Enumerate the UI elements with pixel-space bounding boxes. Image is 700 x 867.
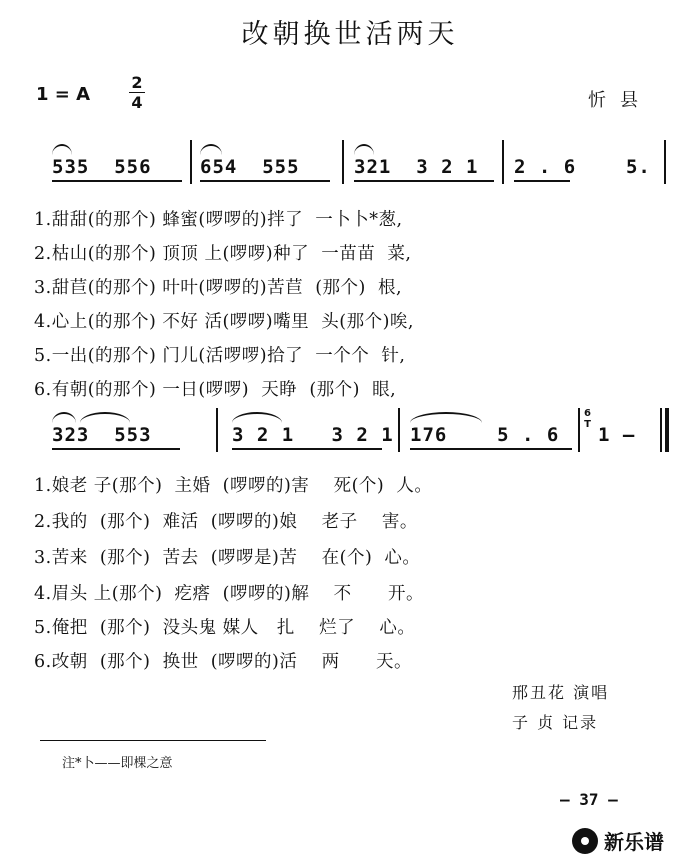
region-label: 忻县 xyxy=(588,90,652,111)
measure-3-notes: 321 3 2 1 xyxy=(354,156,479,178)
lyric-line: 3.苦来 (那个) 苦去 (啰啰是)苦 在(个) 心。 xyxy=(34,548,421,568)
beam-line xyxy=(354,180,494,182)
slur xyxy=(410,412,482,423)
time-change-top: 6 xyxy=(584,408,591,419)
beam-line xyxy=(200,180,330,182)
beam-line xyxy=(514,180,570,182)
barline xyxy=(660,408,662,452)
lyric-line: 6.有朝(的那个) 一日(啰啰) 天睁 (那个) 眼, xyxy=(34,380,397,400)
lyric-line: 1.娘老 子(那个) 主婚 (啰啰的)害 死(个) 人。 xyxy=(34,476,433,496)
measure-4-notes: 1 — xyxy=(598,424,636,446)
barline xyxy=(190,140,192,184)
lyric-line: 3.甜苣(的那个) 叶叶(啰啰的)苦苣 (那个) 根, xyxy=(34,278,403,298)
slur xyxy=(200,144,222,155)
measure-3-notes: 176 5 . 6 xyxy=(410,424,560,446)
lyric-line: 4.眉头 上(那个) 疙瘩 (啰啰的)解 不 开。 xyxy=(34,584,424,604)
song-title: 改朝换世活两天 xyxy=(241,19,459,50)
measure-1-notes: 323 553 xyxy=(52,424,152,446)
slur xyxy=(52,412,76,423)
time-change-bottom: T xyxy=(584,419,591,430)
lyric-line: 6.改朝 (那个) 换世 (啰啰的)活 两 天。 xyxy=(34,652,413,672)
time-signature-bottom: 4 xyxy=(131,93,143,112)
lyric-line: 4.心上(的那个) 不好 活(啰啰)嘴里 头(那个)唉, xyxy=(34,312,414,332)
time-signature xyxy=(126,74,148,111)
footnote-divider xyxy=(40,740,266,741)
watermark-logo xyxy=(572,826,664,855)
barline xyxy=(342,140,344,184)
singer-credit: 邢丑花 演唱 xyxy=(512,683,610,702)
final-barline xyxy=(665,408,669,452)
slur xyxy=(354,144,374,155)
barline xyxy=(578,408,580,452)
barline xyxy=(664,140,666,184)
beam-line xyxy=(52,448,180,450)
barline xyxy=(398,408,400,452)
lyric-line: 2.我的 (那个) 难活 (啰啰的)娘 老子 害。 xyxy=(34,512,418,532)
lyric-line: 2.枯山(的那个) 顶顶 上(啰啰)种了 一苗苗 菜, xyxy=(34,244,412,264)
beam-line xyxy=(52,180,182,182)
footnote: 注*卜——即棵之意 xyxy=(62,756,173,771)
lyric-line: 5.俺把 (那个) 没头鬼 媒人 扎 烂了 心。 xyxy=(34,618,416,638)
measure-2-notes: 3 2 1 3 2 1 xyxy=(232,424,394,446)
measure-2-notes: 654 555 xyxy=(200,156,300,178)
slur xyxy=(80,412,130,423)
slur xyxy=(52,144,72,155)
lyric-line: 5.一出(的那个) 门儿(活啰啰)拾了 一个个 针, xyxy=(34,346,406,366)
beam-line xyxy=(410,448,572,450)
watermark-text: 新乐谱 xyxy=(604,830,664,854)
beam-line xyxy=(232,448,382,450)
barline xyxy=(216,408,218,452)
time-change xyxy=(584,408,591,430)
barline xyxy=(502,140,504,184)
recorder-credit: 子 贞 记录 xyxy=(512,713,599,732)
page-number: — 37 — xyxy=(560,790,618,809)
disc-icon xyxy=(572,828,598,854)
measure-1-notes: 535 556 xyxy=(52,156,152,178)
lyric-line: 1.甜甜(的那个) 蜂蜜(啰啰的)拌了 一卜卜*葱, xyxy=(34,210,403,230)
measure-4-notes: 2 . 6 5. xyxy=(514,156,651,178)
slur xyxy=(232,412,282,423)
key-signature: 1 = A xyxy=(36,84,91,105)
time-signature-top: 2 xyxy=(131,73,143,92)
